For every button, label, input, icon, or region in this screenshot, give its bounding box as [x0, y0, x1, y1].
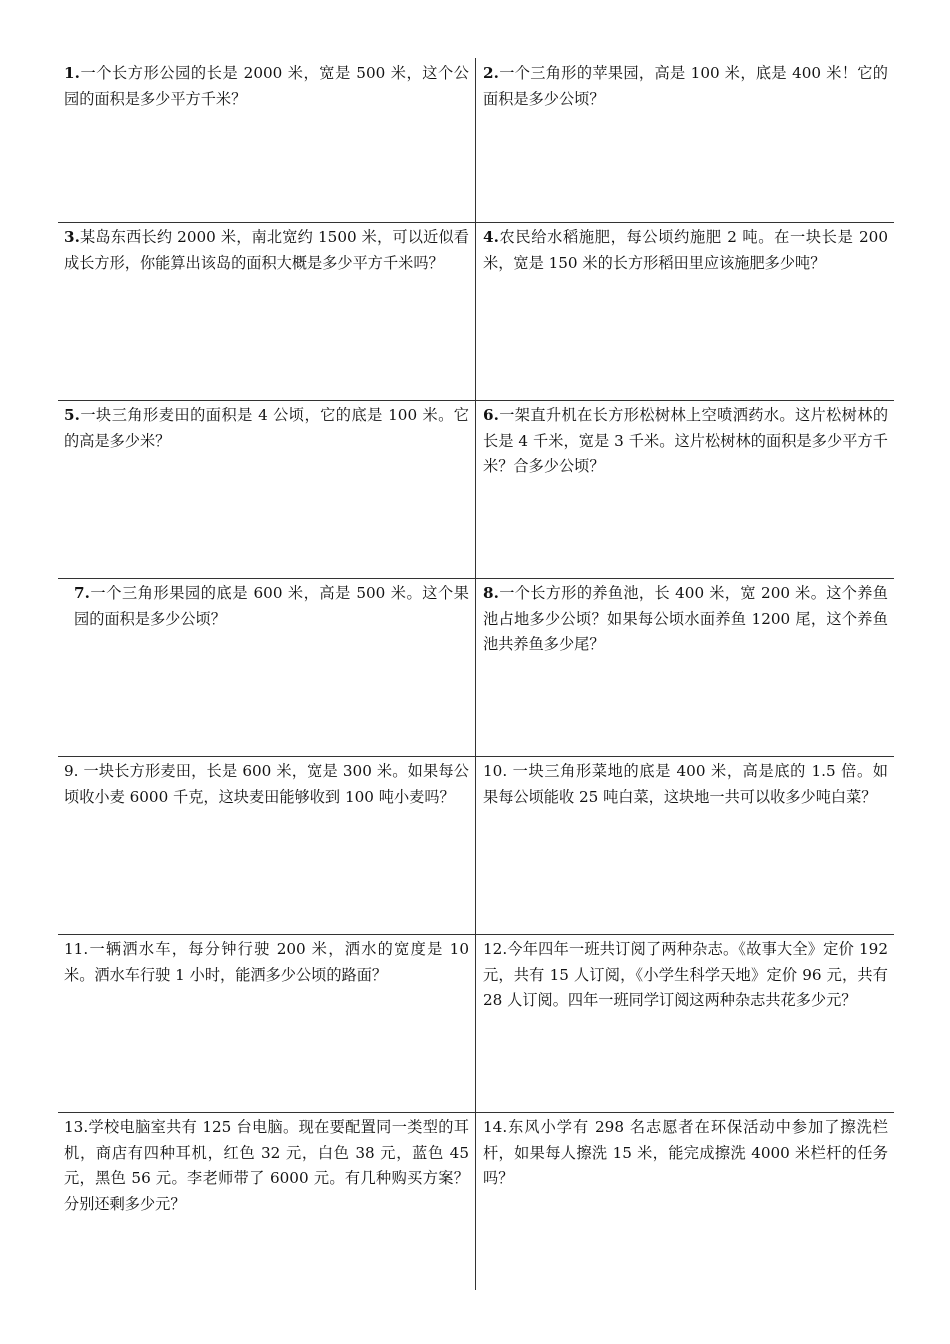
problem-text: 一个长方形公园的长是 2000 米，宽是 500 米，这个公园的面积是多少平方千米？: [64, 64, 469, 108]
problem-number: 7.: [74, 584, 90, 602]
problem-text: 一个长方形的养鱼池，长 400 米，宽 200 米。这个养鱼池占地多少公顷？如果每公顷水面养鱼 1200 尾，这个养鱼池共养鱼多少尾？: [483, 584, 888, 653]
problem-text: 一个三角形的苹果园，高是 100 米，底是 400 米！它的面积是多少公顷？: [483, 64, 888, 108]
problem-number: 2.: [483, 64, 499, 82]
problem-5: [64, 403, 469, 454]
problem-text: 一个三角形果园的底是 600 米，高是 500 米。这个果园的面积是多少公顷？: [74, 584, 469, 628]
row-divider: [58, 400, 894, 401]
problem-8: [483, 581, 888, 658]
problem-text: 某岛东西长约 2000 米，南北宽约 1500 米，可以近似看成长方形，你能算出该岛的面积大概是多少平方千米吗？: [64, 228, 469, 272]
problem-number: 9.: [64, 762, 79, 780]
problem-12: [483, 937, 888, 1014]
problem-text: 一块三角形麦田的面积是 4 公顷，它的底是 100 米。它的高是多少米？: [64, 406, 469, 450]
row-divider: [58, 222, 894, 223]
problem-9: [64, 759, 469, 810]
problem-2: [483, 61, 888, 112]
row-divider: [58, 578, 894, 579]
column-divider: [475, 58, 476, 1290]
problem-11: [64, 937, 469, 988]
problem-number: 12.: [483, 940, 508, 958]
problem-13: [64, 1115, 469, 1217]
problem-text: 学校电脑室共有 125 台电脑。现在要配置同一类型的耳机，商店有四种耳机，红色 32 元，白色 38 元，蓝色 45 元，黑色 56 元。李老师带了 6000 元。有几种购买方案？分别还剩多少元？: [64, 1118, 469, 1213]
problem-number: 5.: [64, 406, 80, 424]
problem-text: 一块长方形麦田，长是 600 米，宽是 300 米。如果每公顷收小麦 6000 千克，这块麦田能够收到 100 吨小麦吗？: [64, 762, 469, 806]
row-divider: [58, 1112, 894, 1113]
problem-number: 6.: [483, 406, 499, 424]
problem-number: 11.: [64, 940, 89, 958]
problem-text: 今年四年一班共订阅了两种杂志。《故事大全》定价 192 元，共有 15 人订阅，《小学生科学天地》定价 96 元，共有 28 人订阅。四年一班同学订阅这两种杂志共花多少元？: [483, 940, 888, 1009]
problem-text: 一块三角形菜地的底是 400 米，高是底的 1.5 倍。如果每公顷能收 25 吨白菜，这块地一共可以收多少吨白菜？: [483, 762, 888, 806]
problem-number: 8.: [483, 584, 499, 602]
problem-6: [483, 403, 888, 480]
problem-text: 一架直升机在长方形松树林上空喷洒药水。这片松树林的长是 4 千米，宽是 3 千米。这片松树林的面积是多少平方千米？合多少公顷？: [483, 406, 888, 475]
worksheet-grid: [58, 58, 894, 1290]
problem-number: 1.: [64, 64, 80, 82]
problem-number: 3.: [64, 228, 80, 246]
problem-14: [483, 1115, 888, 1192]
row-divider: [58, 756, 894, 757]
problem-1: [64, 61, 469, 112]
problem-number: 4.: [483, 228, 499, 246]
problem-text: 农民给水稻施肥，每公顷约施肥 2 吨。在一块长是 200 米，宽是 150 米的长方形稻田里应该施肥多少吨？: [483, 228, 888, 272]
problem-3: [64, 225, 469, 276]
problem-text: 一辆洒水车，每分钟行驶 200 米，洒水的宽度是 10 米。洒水车行驶 1 小时，能洒多少公顷的路面？: [64, 940, 469, 984]
problem-number: 10.: [483, 762, 508, 780]
problem-10: [483, 759, 888, 810]
problem-number: 13.: [64, 1118, 89, 1136]
problem-number: 14.: [483, 1118, 508, 1136]
problem-text: 东风小学有 298 名志愿者在环保活动中参加了擦洗栏杆，如果每人擦洗 15 米，能完成擦洗 4000 米栏杆的任务吗？: [483, 1118, 888, 1187]
row-divider: [58, 934, 894, 935]
problem-4: [483, 225, 888, 276]
problem-7: [64, 581, 469, 632]
